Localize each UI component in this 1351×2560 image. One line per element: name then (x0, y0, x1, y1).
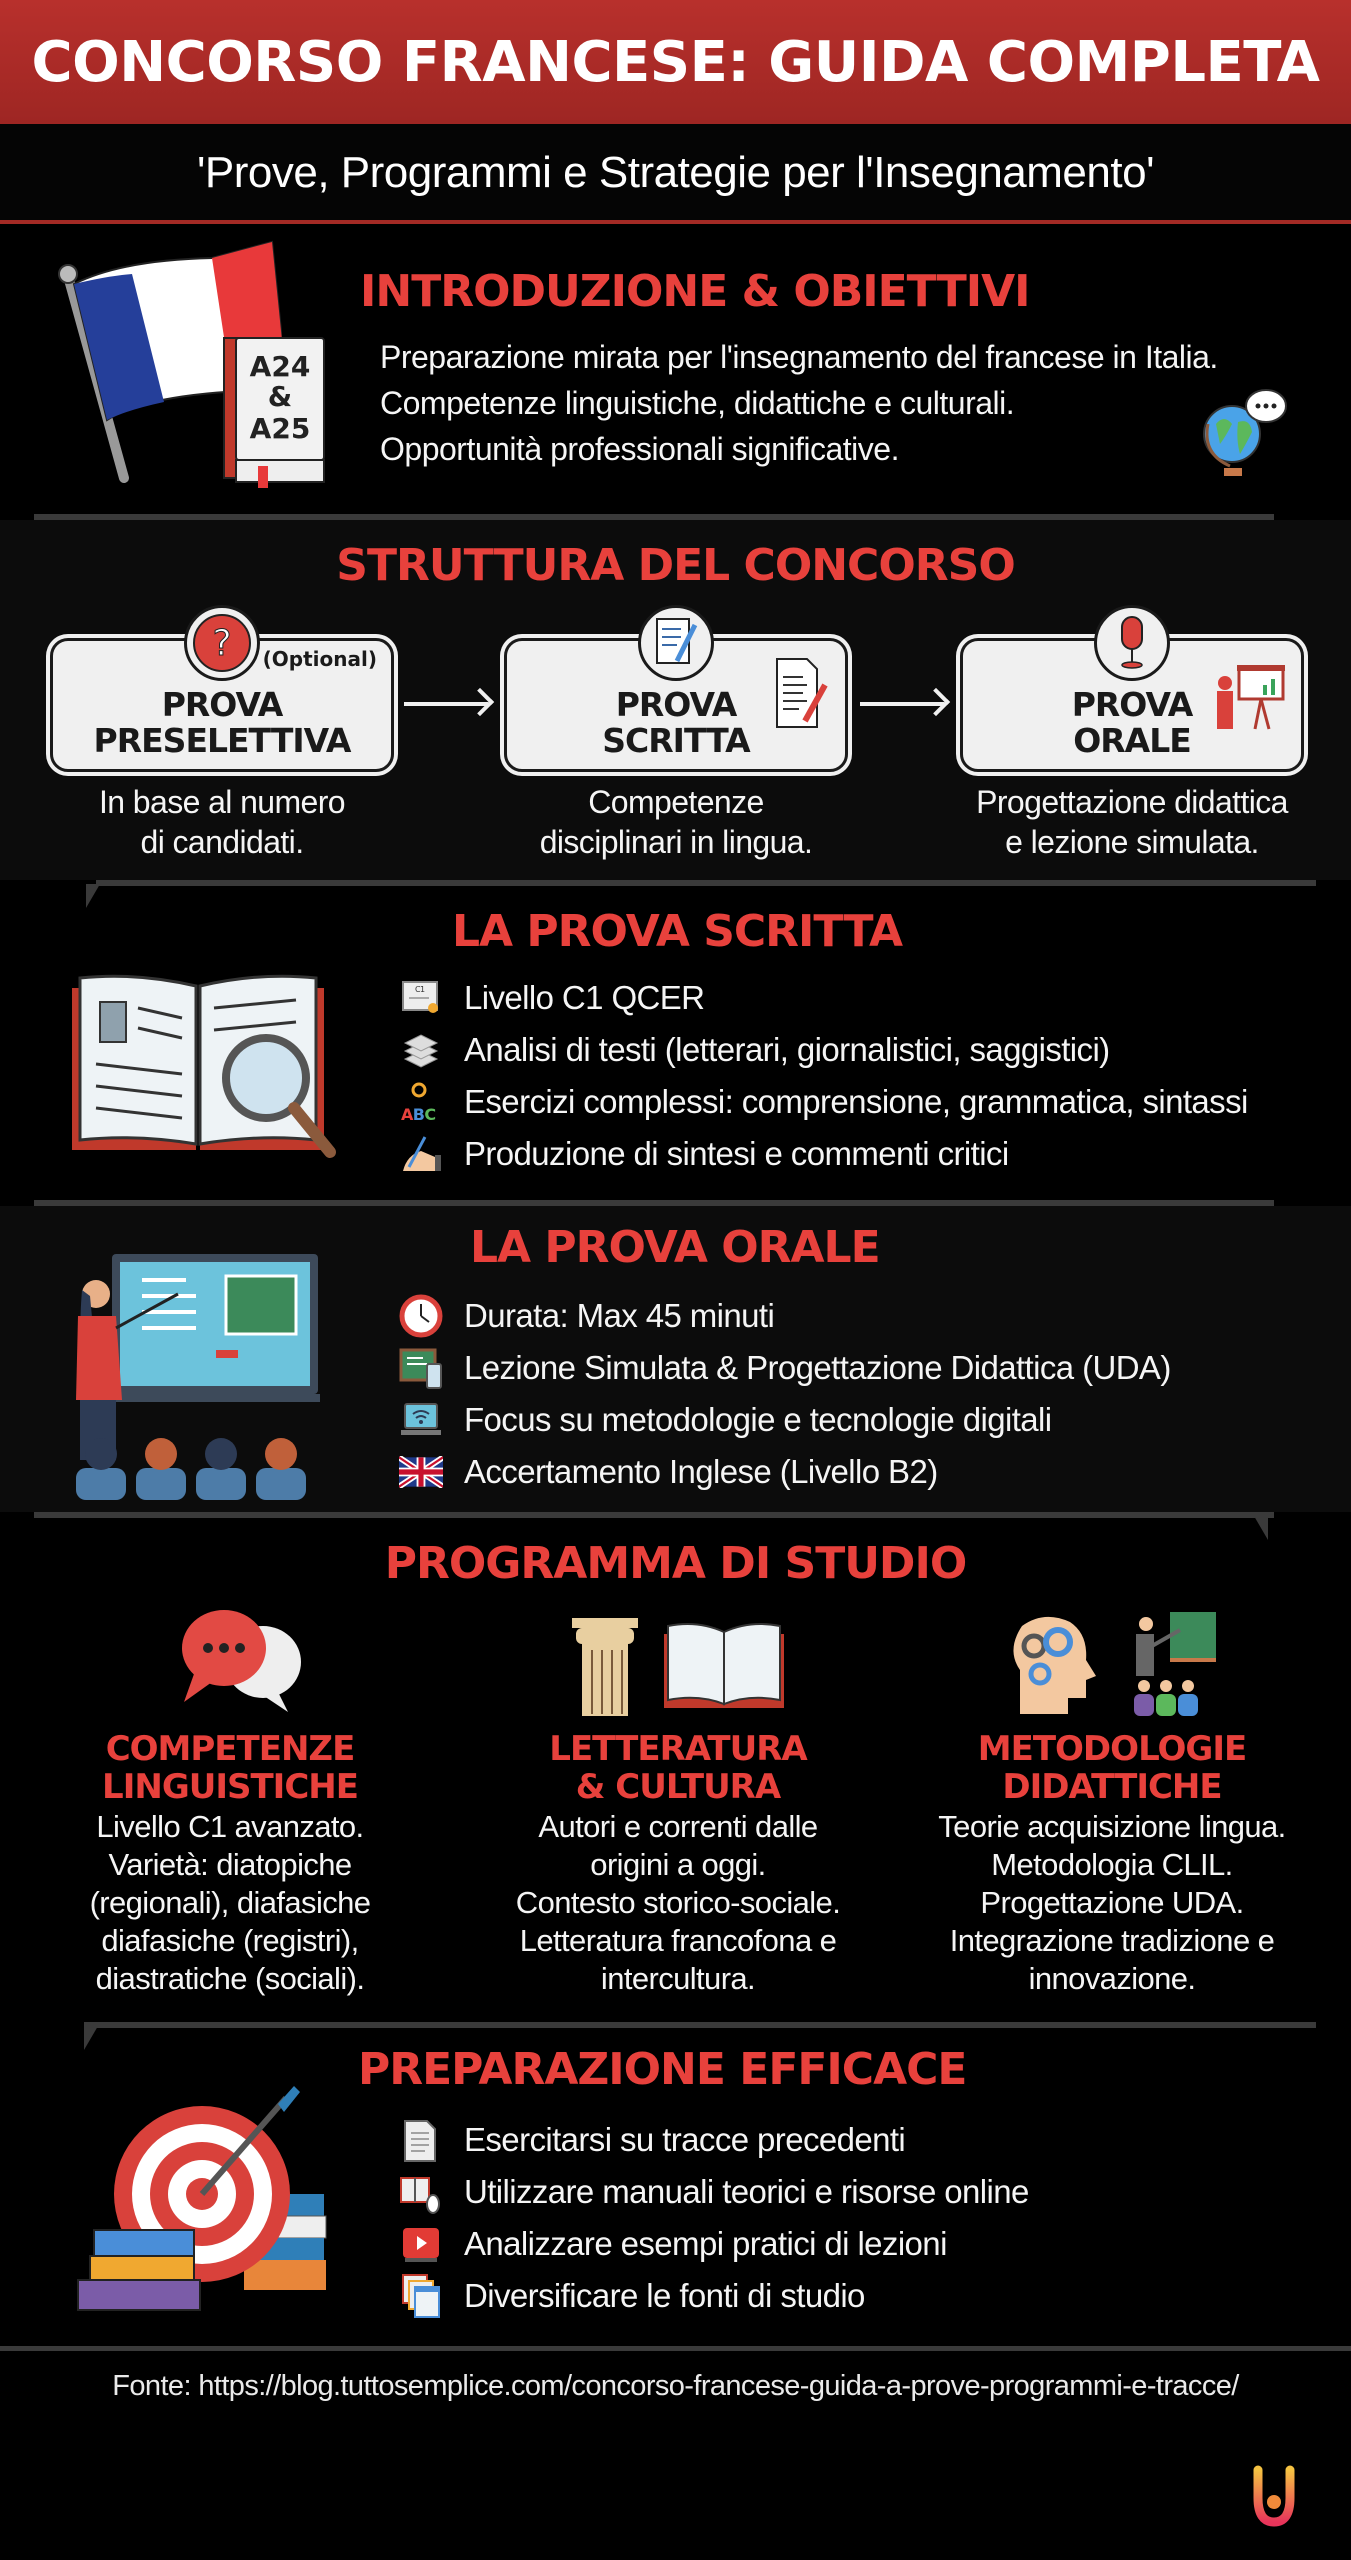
question-icon (192, 613, 252, 673)
step-title-line2: SCRITTA (602, 721, 750, 760)
program-col-title-metodologie: METODOLOGIE DIDATTICHE (977, 1729, 1247, 1807)
teacher-classroom-icon (66, 1250, 336, 1500)
source-link[interactable]: Fonte: https://blog.tuttosemplice.com/concorso-francese-guida-a-prove-programmi-e-tracce/ (112, 2370, 1239, 2402)
list-item: Accertamento Inglese (Livello B2) (398, 1446, 1171, 1498)
program-col-text-metodologie: Teorie acquisizione lingua. Metodologia CLIL. Progettazione UDA. Integrazione tradizione e innovazione. (938, 1809, 1286, 1996)
hand-writing-icon (398, 1133, 444, 1175)
stacked-windows-icon (398, 2275, 444, 2317)
list-item: Esercitarsi su tracce precedenti (398, 2114, 1029, 2166)
step-title-line1: PROVA (161, 685, 283, 724)
open-book-magnifier-icon (66, 968, 346, 1168)
uk-flag-icon (398, 1451, 444, 1493)
list-item: Produzione di sintesi e commenti critici (398, 1128, 1248, 1180)
preparation-section (0, 2028, 1351, 2348)
list-item: Diversificare le fonti di studio (398, 2270, 1029, 2322)
step-title-line1: PROVA (615, 685, 737, 724)
subtitle-bar (0, 124, 1351, 222)
speech-bubbles-icon (168, 1604, 318, 1716)
list-item: ABC Esercizi complessi: comprensione, grammatica, sintassi (398, 1076, 1248, 1128)
list-item: Analisi di testi (letterari, giornalistici, saggistici) (398, 1024, 1248, 1076)
step-title-line2: PRESELETTIVA (93, 721, 351, 760)
step-title-line1: PROVA (1071, 685, 1193, 724)
presentation-icon (1211, 661, 1287, 737)
svg-text:&: & (267, 380, 293, 413)
target-books-icon (72, 2084, 342, 2324)
document-edit-icon (773, 655, 829, 731)
oral-section (0, 1206, 1351, 1512)
step-desc-preselettiva: In base al numero di candidati. (99, 784, 345, 860)
paper-stack-icon (398, 1029, 444, 1071)
svg-text:?: ? (212, 623, 232, 664)
microphone-icon-badge (1094, 605, 1170, 681)
head-gears-teacher-icon (1000, 1610, 1220, 1722)
tuttosemplice-logo (1250, 2464, 1296, 2528)
written-list (398, 972, 1248, 1180)
step-preselettiva (50, 623, 394, 772)
structure-title: STRUTTURA DEL CONCORSO (336, 540, 1015, 591)
step-desc-scritta: Competenze disciplinari in lingua. (539, 784, 813, 860)
intro-line-3: Opportunità professionali significative. (380, 431, 899, 467)
book-a24-a25-icon (220, 334, 330, 494)
svg-text:ABC: ABC (401, 1105, 436, 1124)
document-pen-icon-badge (638, 605, 714, 681)
page-subtitle: 'Prove, Programmi e Strategie per l'Insegnamento' (197, 148, 1154, 197)
program-col-title-letteratura: LETTERATURA & CULTURA (549, 1729, 807, 1807)
oral-title: LA PROVA ORALE (470, 1222, 880, 1273)
program-section (0, 1518, 1351, 2018)
intro-section (0, 224, 1351, 514)
list-item: C1 Livello C1 QCER (398, 972, 1248, 1024)
arrow-right-icon (860, 702, 944, 706)
program-col-title-linguistiche: COMPETENZE LINGUISTICHE (102, 1729, 358, 1807)
intro-title: INTRODUZIONE & OBIETTIVI (360, 266, 1030, 317)
structure-section (0, 520, 1351, 880)
globe-speech-icon (1190, 384, 1290, 484)
written-title: LA PROVA SCRITTA (452, 906, 903, 957)
list-item: Utilizzare manuali teorici e risorse online (398, 2166, 1029, 2218)
step-desc-orale: Progettazione didattica e lezione simulata. (976, 784, 1288, 860)
certificate-c1-icon (398, 977, 444, 1019)
oral-list (398, 1290, 1171, 1498)
svg-text:A25: A25 (249, 412, 311, 445)
program-col-text-letteratura: Autori e correnti dalle origini a oggi. Contesto storico-sociale. Letteratura francofona e intercultura. (515, 1809, 841, 1996)
svg-text:A24: A24 (249, 350, 311, 383)
step-orale (960, 638, 1304, 772)
intro-line-2: Competenze linguistiche, didattiche e culturali. (380, 385, 1015, 421)
program-col-text-linguistiche: Livello C1 avanzato. Varietà: diatopiche (regionali), diafasiche diafasiche (registri), diastratiche (sociali). (89, 1809, 371, 1996)
preparation-title: PREPARAZIONE EFFICACE (358, 2044, 967, 2095)
video-play-icon (398, 2223, 444, 2265)
title-bar (0, 0, 1351, 124)
column-book-icon (568, 1614, 788, 1718)
documents-icon (398, 2119, 444, 2161)
footer-divider (0, 2346, 1351, 2351)
microphone-icon (1112, 613, 1152, 673)
blackboard-tablet-icon (398, 1347, 444, 1389)
document-pen-icon (651, 615, 701, 671)
preparation-list (398, 2114, 1029, 2322)
laptop-wifi-icon (398, 1399, 444, 1441)
page-title: CONCORSO FRANCESE: GUIDA COMPLETA (31, 29, 1320, 95)
book-mouse-icon (398, 2171, 444, 2213)
list-item: Analizzare esempi pratici di lezioni (398, 2218, 1029, 2270)
clock-icon (398, 1295, 444, 1337)
written-section (0, 886, 1351, 1200)
question-icon-badge (184, 605, 260, 681)
list-item: Focus su metodologie e tecnologie digitali (398, 1394, 1171, 1446)
arrow-right-icon (404, 702, 488, 706)
list-item: Lezione Simulata & Progettazione Didattica (UDA) (398, 1342, 1171, 1394)
svg-text:C1: C1 (415, 985, 425, 994)
step-title-line2: ORALE (1073, 721, 1191, 760)
intro-line-1: Preparazione mirata per l'insegnamento del francese in Italia. (380, 339, 1218, 375)
abc-gear-icon (398, 1081, 444, 1123)
step-scritta (504, 638, 848, 772)
list-item: Durata: Max 45 minuti (398, 1290, 1171, 1342)
program-title: PROGRAMMA DI STUDIO (384, 1538, 967, 1589)
optional-tag: (Optional) (262, 647, 377, 671)
